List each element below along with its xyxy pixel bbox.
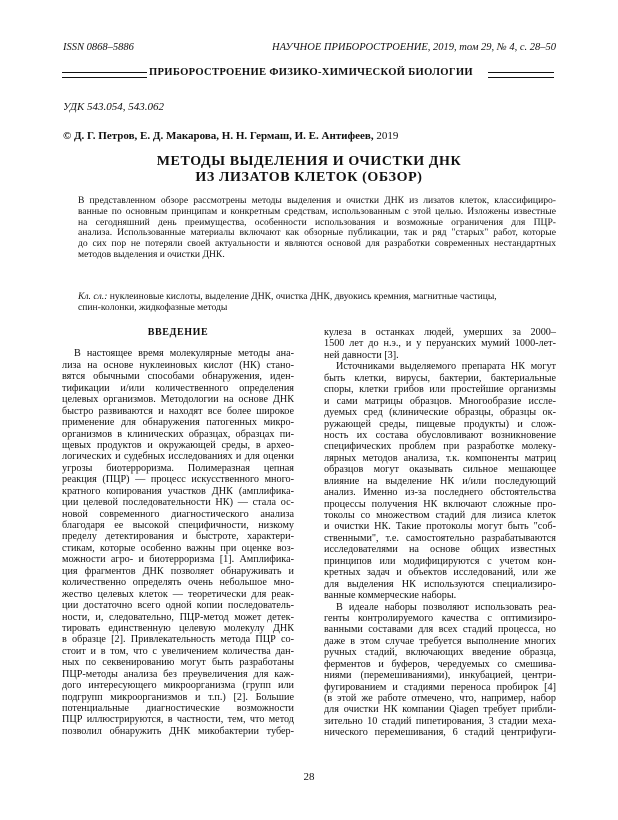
body-text-line: угрозы биотерроризма. Полимеразная цепная bbox=[62, 462, 294, 474]
body-text-line: позволил обнаружить ДНК микобактерии тубер- bbox=[62, 725, 294, 737]
author-names: © Д. Г. Петров, Е. Д. Макарова, Н. Н. Гермаш, И. Е. Антифеев, bbox=[63, 130, 374, 142]
authors-line bbox=[63, 130, 398, 142]
right-column bbox=[324, 327, 556, 739]
left-column bbox=[62, 327, 294, 737]
body-text-line: новой современного диагностического анализа bbox=[62, 508, 294, 520]
body-text-line: применение для обнаружения патогенных микро- bbox=[62, 417, 294, 429]
journal-citation: НАУЧНОЕ ПРИБОРОСТРОЕНИЕ, 2019, том 29, № 4, с. 28–50 bbox=[272, 42, 556, 53]
body-text-line: потенциальные диагностические возможности bbox=[62, 703, 294, 714]
keywords-line: спин-колонки, жидкофазные методы bbox=[78, 301, 228, 313]
body-text-line: токолы со множеством стадий для лизиса клеток bbox=[324, 510, 556, 521]
body-text-line: ручных стадий, включающих введение образца, bbox=[324, 647, 556, 659]
body-text-line: дуемых сред (клинические образцы, образцы ок- bbox=[324, 407, 556, 419]
body-text-line: образцов могут оказывать сильное мешающее bbox=[324, 464, 556, 476]
body-text-line: кратного копирования участков ДНК (амплифика- bbox=[62, 485, 294, 497]
body-text-line: нического перемешивания, 6 стадий центрифуги- bbox=[324, 727, 556, 739]
body-text-line: быстро развиваются и находят все более широкое bbox=[62, 405, 294, 417]
body-text-line: ферментов и буферов, чередуемых со смешива- bbox=[324, 658, 556, 670]
body-text-line: ности, и, следовательно, ПЦР-метод может детек- bbox=[62, 611, 294, 623]
body-text-line: ции целевой последовательности НК) — стала ос- bbox=[62, 497, 294, 509]
title-line: ИЗ ЛИЗАТОВ КЛЕТОК (ОБЗОР) bbox=[195, 170, 423, 185]
body-text-line: влияние на выделение НК и/или последующий bbox=[324, 475, 556, 487]
body-text-line: логических и судебных исследованиях и для оценки bbox=[62, 451, 294, 463]
body-text-line: в образце [2]. Привлекательность метода ПЦР со- bbox=[62, 634, 294, 646]
body-text-line: щевых продуктов и окружающей среды, в архео- bbox=[62, 439, 294, 451]
udk-code: УДК 543.054, 543.062 bbox=[63, 101, 165, 113]
body-text-line: благодаря ее высокой специфичности, низкому bbox=[62, 520, 294, 531]
section-rule-left bbox=[62, 72, 147, 78]
body-text-line: ружающей среды, пищевые продукты) и слож- bbox=[324, 418, 556, 430]
section-header bbox=[62, 67, 554, 81]
body-text-line: стикам, которые особенно важны при оценке воз- bbox=[62, 542, 294, 554]
body-text-line: ПЦР иллюстрируются, в частности, тем, что метод bbox=[62, 714, 294, 726]
body-text-line: пределу детектирования и быстроте, характери- bbox=[62, 531, 294, 543]
abstract-line: на сегодняшний день преимущества, особенности использования и возможные ограничения для ПЦР- bbox=[78, 216, 556, 228]
body-text-line: анализ. Именно из-за последнего обстоятельства bbox=[324, 487, 556, 499]
keywords bbox=[78, 292, 556, 314]
body-text-line: количественно определять очень небольшое мно- bbox=[62, 577, 294, 589]
copyright-year: 2019 bbox=[376, 130, 399, 142]
body-text-line: организмов в клинических образцах, образцах пи- bbox=[62, 428, 294, 440]
body-text-line: лиза на основе нуклеиновых кислот (НК) стано- bbox=[62, 359, 294, 371]
body-text-line: для выделения НК используются специализиро- bbox=[324, 578, 556, 590]
body-text-line: ция фрагментов ДНК позволяет обнаруживать и bbox=[62, 565, 294, 577]
body-text-line: процессы получения НК включают сложные про- bbox=[324, 498, 556, 510]
body-text-line: ПЦР-методы анализа без преувеличения для каж- bbox=[62, 668, 294, 680]
body-text-line: и сами матрицы образцов. Многообразие иссле- bbox=[324, 395, 556, 407]
body-text-line: для очистки НК компании Qiagen требует прибли- bbox=[324, 704, 556, 716]
body-text-line: тировать единственную целевую молекулу ДНК bbox=[62, 622, 294, 634]
body-text-line: (в этой же работе отмечено, что, например, набор bbox=[324, 693, 556, 704]
body-text-line: ных по секвенированию могут быть разработаны bbox=[62, 657, 294, 669]
body-text-line: дого интересующего микроорганизма (групп или bbox=[62, 680, 294, 692]
intro-heading: ВВЕДЕНИЕ bbox=[147, 327, 209, 338]
body-text-line: жество целевых клеток — теоретически для реак- bbox=[62, 588, 294, 600]
body-text-line: принципов или модифицируются с учетом кон- bbox=[324, 555, 556, 567]
journal-issn: ISSN 0868–5886 bbox=[63, 42, 134, 53]
body-text-line: ванными составами для всех стадий процесса, но bbox=[324, 624, 556, 636]
body-text-line: ней давности [3]. bbox=[324, 349, 399, 361]
body-text-line: генты контролируемого качества с оптимизиро- bbox=[324, 612, 556, 624]
body-text-line: реакция (ПЦР) — процесс искусственного много- bbox=[62, 474, 294, 486]
body-text-line: Источниками выделяемого препарата НК могут bbox=[336, 361, 556, 373]
abstract-line: до сих пор не потеряли своей актуальности и являются основой для разработки современных нестандартных bbox=[78, 238, 556, 250]
body-text-line: ции достаточно всего одной копии последователь- bbox=[62, 600, 294, 612]
title-line: МЕТОДЫ ВЫДЕЛЕНИЯ И ОЧИСТКИ ДНК bbox=[156, 154, 462, 169]
body-text-line: исследователями на основе общих известных bbox=[324, 544, 556, 556]
body-text-line: специфических проблем при разработке молеку- bbox=[324, 441, 556, 453]
body-text-line: ванные коммерческие наборы. bbox=[324, 590, 457, 602]
body-text-line: и очистки НК. Такие протоколы могут быть "соб- bbox=[324, 521, 556, 533]
body-text-line: можности агро- и биотерроризма [1]. Амплифика- bbox=[62, 554, 294, 566]
body-text-line: даже в этом случае требуется выполнение многих bbox=[324, 635, 556, 647]
body-text-line: 1500 лет до н.э., и у перуанских мумий 1000-лет- bbox=[324, 338, 556, 350]
article-title bbox=[60, 154, 558, 186]
keywords-label: Кл. сл.: bbox=[78, 291, 108, 302]
page-number: 28 bbox=[303, 771, 315, 783]
body-text-line: вятся обычными способами обнаружения, иден- bbox=[62, 371, 294, 383]
abstract-line: ванные по основным принципам и конкретным средствам, использованным с этой целью. Изложены известные bbox=[78, 205, 556, 217]
body-text-line: ность их состава обусловливают возникновение bbox=[324, 429, 556, 441]
body-text-line: В идеале наборы позволяют использовать реа- bbox=[336, 601, 556, 613]
body-text-line: ниями (перемешиваниями), инкубацией, центри- bbox=[324, 670, 556, 682]
body-text-line: фугированием и стадиями переноса пробирок [4] bbox=[324, 681, 556, 693]
body-text-line: быть клетки, вирусы, бактерии, бактериальные bbox=[324, 372, 556, 384]
abstract-line: В представленном обзоре рассмотрены методы выделения и очистки ДНК из лизатов клеток, классифициро- bbox=[78, 195, 556, 206]
abstract-line: анализа. Использованные материалы включают как обзорные публикации, так и ряд "старых" работ, которые bbox=[78, 227, 556, 239]
body-text-line: стоит и в том, что с увеличением количества дан- bbox=[62, 645, 294, 657]
section-title: ПРИБОРОСТРОЕНИЕ ФИЗИКО-ХИМИЧЕСКОЙ БИОЛОГИИ bbox=[149, 67, 473, 78]
body-text-line: кретных задач и объектов исследований, или же bbox=[324, 567, 556, 579]
body-text-line: В настоящее время молекулярные методы ана- bbox=[74, 348, 294, 360]
section-rule-right bbox=[488, 72, 554, 78]
abstract bbox=[78, 196, 556, 261]
body-text-line: подгрупп микроорганизмов и т.п.) [2]. Большие bbox=[62, 691, 294, 703]
body-text-line: кулеза в останках людей, умерших за 2000– bbox=[324, 327, 556, 338]
body-text-line: тификации и/или количественного определения bbox=[62, 382, 294, 394]
body-text-line: целевых организмов. Методологии на основе ДНК bbox=[62, 394, 294, 406]
body-text-line: ственными", т.е. самостоятельно разрабатываются bbox=[324, 532, 556, 544]
abstract-line: методов выделения и очистки ДНК. bbox=[78, 248, 225, 260]
body-text-line: споры, клетки грибов или простейшие организмы bbox=[324, 384, 556, 396]
keywords-text: нуклеиновые кислоты, выделение ДНК, очистка ДНК, двуокись кремния, магнитные частицы, bbox=[109, 291, 497, 302]
body-text-line: лярных методов анализа, т.к. компоненты матриц bbox=[324, 452, 556, 464]
body-text-line: зительно 10 стадий пипетирования, 3 стадии меха- bbox=[324, 715, 556, 727]
